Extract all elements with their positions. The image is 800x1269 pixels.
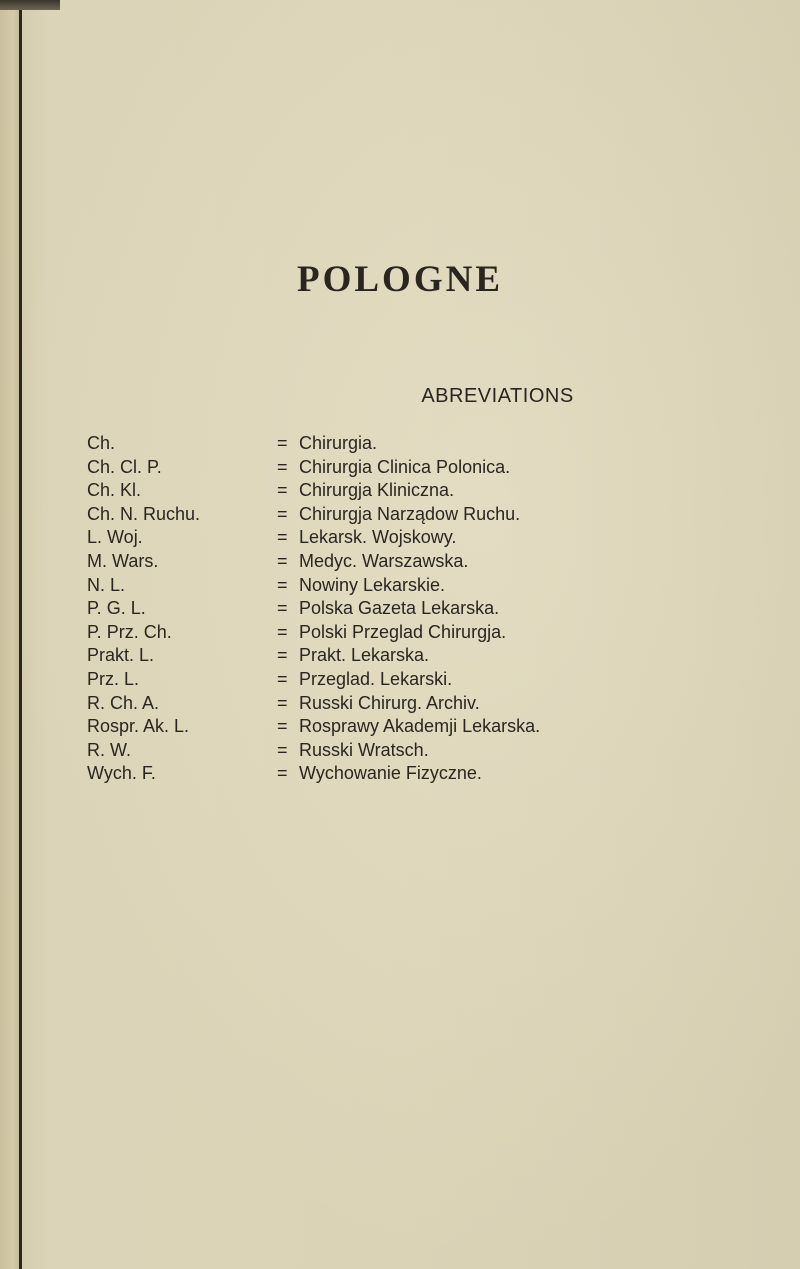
equals-sign: = [277,692,288,713]
abbreviation-key: P. Prz. Ch. [87,621,172,642]
abbreviation-key: Rospr. Ak. L. [87,716,190,737]
section-subtitle: ABREVIATIONS [421,385,574,407]
abbreviation-expansion: Chirurgja Kliniczna. [299,480,455,501]
abbreviation-key: M. Wars. [87,550,159,571]
abbreviation-expansion: Nowiny Lekarskie. [299,574,446,595]
abbreviation-key: N. L. [87,574,126,595]
corner-mark [0,0,60,10]
abbreviation-row [87,597,787,621]
abbreviation-expansion: Russki Chirurg. Archiv. [299,692,480,713]
abbreviation-row [87,762,787,786]
abbreviation-row [87,692,787,716]
equals-sign: = [277,739,288,760]
abbreviation-expansion: Chirurgja Narządow Ruchu. [299,503,521,524]
abbreviation-key: Prz. L. [87,668,140,689]
abbreviation-row [87,574,787,598]
abbreviation-key: Ch. Cl. P. [87,456,162,477]
abbreviation-row [87,503,787,527]
abbreviation-key: Prakt. L. [87,645,155,666]
abbreviation-row [87,715,787,739]
equals-sign: = [277,574,288,595]
equals-sign: = [277,621,288,642]
abbreviation-row [87,432,787,456]
abbreviation-expansion: Prakt. Lekarska. [299,645,430,666]
equals-sign: = [277,433,288,453]
abbreviation-expansion: Rosprawy Akademji Lekarska. [299,716,541,737]
abbreviation-expansion: Lekarsk. Wojskowy. [299,527,457,548]
equals-sign: = [277,598,288,619]
abbreviation-expansion: Przeglad. Lekarski. [299,668,453,689]
abbreviation-expansion: Wychowanie Fizyczne. [299,763,482,784]
abbreviation-row [87,644,787,668]
abbreviation-expansion: Chirurgia Clinica Polonica. [299,456,511,477]
equals-sign: = [277,503,288,524]
equals-sign: = [277,480,288,501]
abbreviation-key: Ch. Kl. [87,480,142,501]
abbreviation-key: P. G. L. [87,598,146,619]
equals-sign: = [277,668,288,689]
abbreviation-row [87,456,787,480]
equals-sign: = [277,716,288,737]
equals-sign: = [277,527,288,548]
abbreviation-key: R. W. [87,739,131,760]
abbreviation-key: R. Ch. A. [87,692,160,713]
abbreviation-list [87,432,787,786]
equals-sign: = [277,763,288,784]
abbreviation-expansion: Chirurgia. [299,433,378,453]
equals-sign: = [277,550,288,571]
abbreviation-row [87,479,787,503]
spine-edge-line [19,0,22,1269]
abbreviation-row [87,668,787,692]
abbreviation-row [87,621,787,645]
abbreviation-row [87,550,787,574]
abbreviation-expansion: Russki Wratsch. [299,739,429,760]
abbreviation-key: L. Woj. [87,527,143,548]
equals-sign: = [277,456,288,477]
abbreviation-key: Wych. F. [87,763,156,784]
abbreviation-expansion: Polski Przeglad Chirurgja. [299,621,507,642]
abbreviation-key: Ch. [87,433,116,453]
abbreviation-expansion: Medyc. Warszawska. [299,550,469,571]
page-title: POLOGNE [296,259,504,300]
abbreviation-key: Ch. N. Ruchu. [87,503,201,524]
equals-sign: = [277,645,288,666]
abbreviation-row [87,739,787,763]
abbreviation-row [87,526,787,550]
abbreviation-expansion: Polska Gazeta Lekarska. [299,598,500,619]
